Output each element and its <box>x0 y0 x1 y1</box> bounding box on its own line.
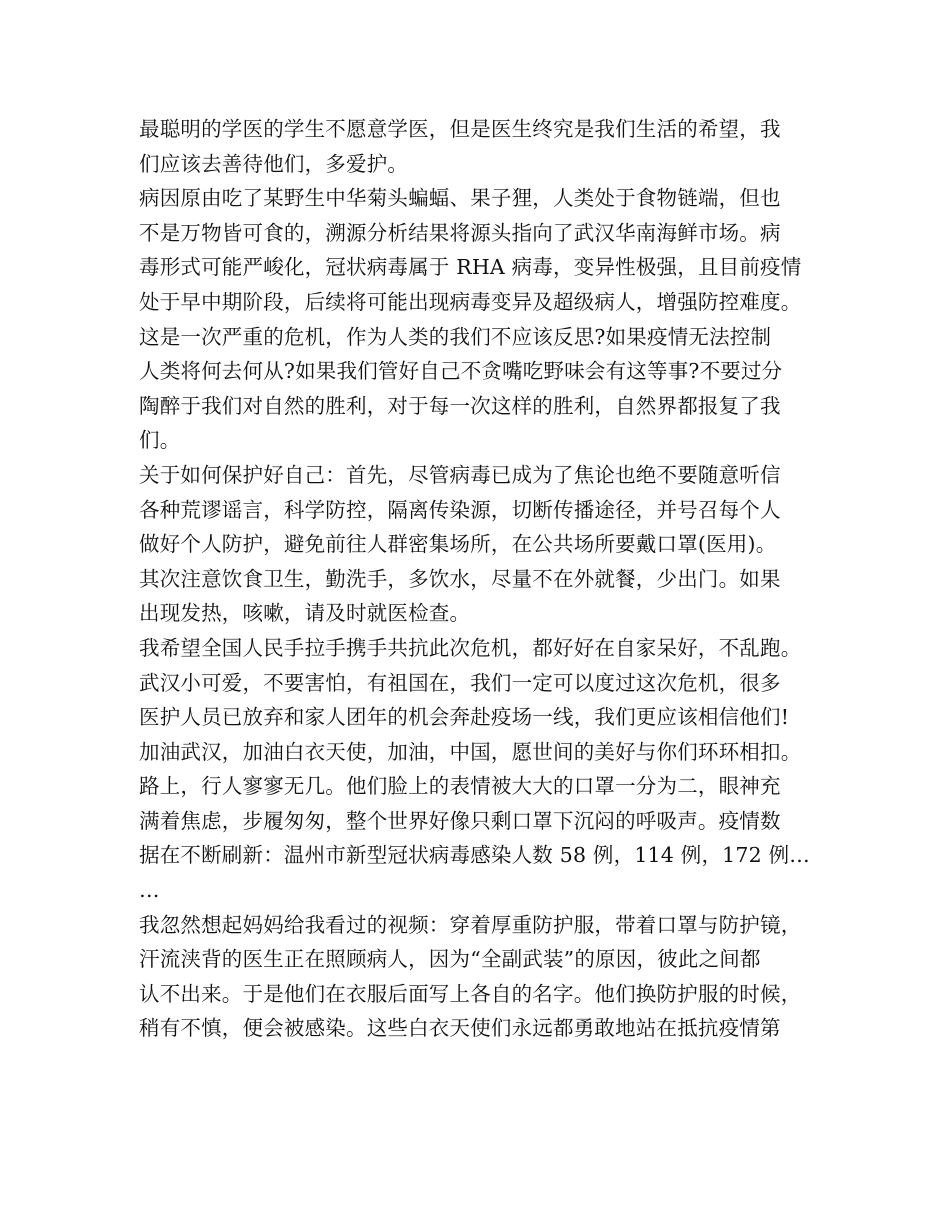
text-line: 最聪明的学医的学生不愿意学医，但是医生终究是我们生活的希望，我 <box>139 117 781 141</box>
text-line: 我忽然想起妈妈给我看过的视频：穿着厚重防护服，带着口罩与防护镜， <box>139 912 802 937</box>
text-line: 人类将何去何从?如果我们管好自己不贪嘴吃野味会有这等事?不要过分 <box>139 359 783 384</box>
text-line: 们应该去善待他们，多爱护。 <box>139 151 409 176</box>
text-line: 们。 <box>139 428 181 453</box>
text-line: 路上，行人寥寥无几。他们脸上的表情被大大的口罩一分为二，眼神充 <box>139 774 781 799</box>
text-line: … <box>139 878 160 903</box>
text-line: 认不出来。于是他们在衣服后面写上各自的名字。他们换防护服的时候， <box>139 981 802 1006</box>
text-line: 医护人员已放弃和家人团年的机会奔赴疫场一线，我们更应该相信他们! <box>139 705 790 730</box>
text-line: 病因原由吃了某野生中华菊头蝙蝠、果子狸，人类处于食物链端，但也 <box>139 186 781 211</box>
text-line: 不是万物皆可食的，溯源分析结果将源头指向了武汉华南海鲜市场。病 <box>139 220 781 245</box>
text-line: 这是一次严重的危机，作为人类的我们不应该反思?如果疫情无法控制 <box>139 324 772 349</box>
text-line: 出现发热，咳嗽，请及时就医检查。 <box>139 601 471 626</box>
document-body <box>139 112 829 1046</box>
text-line: 毒形式可能严峻化，冠状病毒属于 RHA 病毒，变异性极强，且目前疫情 <box>139 255 802 280</box>
text-line: 满着焦虑，步履匆匆，整个世界好像只剩口罩下沉闷的呼吸声。疫情数 <box>139 808 781 833</box>
text-line: 汗流浃背的医生正在照顾病人，因为“全副武装”的原因，彼此之间都 <box>139 947 761 972</box>
text-line: 关于如何保护好自己：首先，尽管病毒已成为了焦论也绝不要随意听信 <box>139 462 781 487</box>
text-line: 各种荒谬谣言，科学防控，隔离传染源，切断传播途径，并号召每个人 <box>139 497 781 522</box>
text-line: 我希望全国人民手拉手携手共抗此次危机，都好好在自家呆好，不乱跑。 <box>139 635 802 660</box>
text-line: 处于早中期阶段，后续将可能出现病毒变异及超级病人，增强防控难度。 <box>139 289 802 314</box>
text-line: 武汉小可爱，不要害怕，有祖国在，我们一定可以度过这次危机，很多 <box>139 670 781 695</box>
text-line: 做好个人防护，避免前往人群密集场所，在公共场所要戴口罩(医用)。 <box>139 532 777 557</box>
text-line: 据在不断刷新：温州市新型冠状病毒感染人数 58 例，114 例，172 例… <box>139 843 811 868</box>
text-line: 稍有不慎，便会被感染。这些白衣天使们永远都勇敢地站在抵抗疫情第 <box>139 1016 781 1041</box>
text-line: 加油武汉，加油白衣天使，加油，中国，愿世间的美好与你们环环相扣。 <box>139 739 802 764</box>
text-line: 陶醉于我们对自然的胜利，对于每一次这样的胜利，自然界都报复了我 <box>139 393 781 418</box>
text-line: 其次注意饮食卫生，勤洗手，多饮水，尽量不在外就餐，少出门。如果 <box>139 566 781 591</box>
